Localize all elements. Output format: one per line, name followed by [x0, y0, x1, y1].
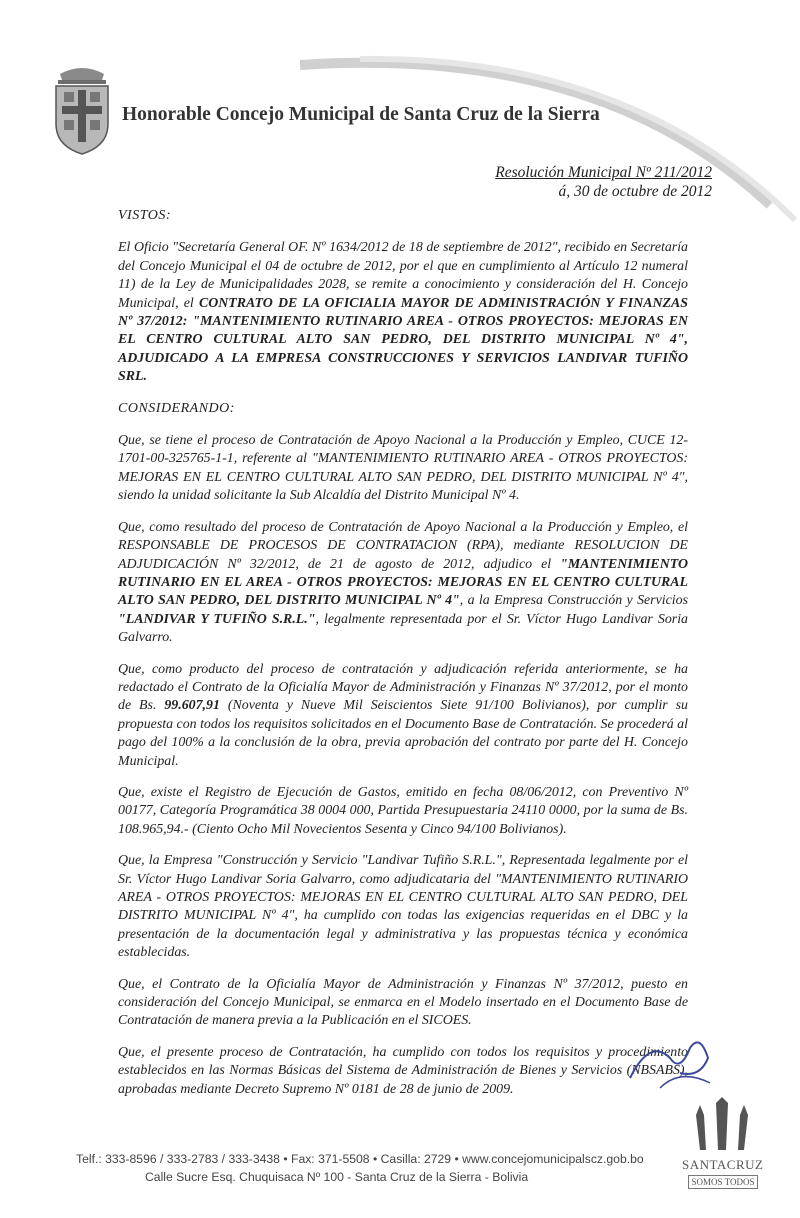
p3-text-c: (Noventa y Nueve Mil Seiscientos Siete 91/100 Bolivianos), por cumplir su propuesta con todos los requisitos solicitados en el Documento Base de Contratación. Se procederá al pago del 100% a la conclusión de la obra, previa aprobación del contrato por parte del H. Concejo Municipal. [118, 698, 689, 769]
resolution-block [495, 163, 712, 201]
p2-text-e: , legalmente representada por el Sr. Víctor Hugo Landivar Soria Galvarro. [118, 611, 689, 646]
vistos-contract-title: CONTRATO DE LA OFICIALIA MAYOR DE ADMINISTRACIÓN Y FINANZAS Nº 37/2012: "MANTENIMIENTO RUTINARIO AREA - OTROS PROYECTOS: MEJORAS EN EL CENTRO CULTURAL ALTO SAN PEDRO, DEL DISTRITO MUNICIPAL Nº 4", ADJUDICADO A LA EMPRESA CONSTRUCCIONES Y SERVICIOS LANDIVAR TUFIÑO SRL. [118, 295, 688, 385]
p3-text-a: Que, como producto del proceso de contratación y adjudicación referida anteriormente, se ha redactado el Contrato de la Oficialía Mayor de Administración y Finanzas Nº 37/2012, por el monto de Bs. [118, 661, 688, 714]
logo-name: SANTACRUZ [682, 1157, 764, 1172]
considerando-paragraph-5: Que, la Empresa "Construcción y Servicio "Landivar Tufiño S.R.L.", Representada legalmente por el Sr. Víctor Hugo Landivar Soria Galvarro, como adjudicataria del "MANTENIMIENTO RUTINARIO AREA - OTROS PROYECTOS: MEJORAS EN EL CENTRO CULTURAL ALTO SAN PEDRO, DEL DISTRITO MUNICIPAL Nº 4", ha cumplido con todas las exigencias requeridas en el DBC y la presentación de la documentación legal y administrativa y las propuestas técnica y económica establecidas. [118, 853, 688, 961]
logo-tagline: SOMOS TODOS [688, 1175, 758, 1189]
footer-address-line: Calle Sucre Esq. Chuquisaca Nº 100 - Santa Cruz de la Sierra - Bolivia [145, 1170, 529, 1184]
considerando-paragraph-2 [118, 519, 688, 648]
handwritten-signature-icon [620, 1028, 720, 1098]
considerando-paragraph-1: Que, se tiene el proceso de Contratación de Apoyo Nacional a la Producción y Empleo, CUCE 12-1701-00-325765-1-1, referente al "MANTENIMIENTO RUTINARIO AREA - OTROS PROYECTOS: MEJORAS EN EL CENTRO CULTURAL ALTO SAN PEDRO, DEL DISTRITO MUNICIPAL Nº 4", siendo la unidad solicitante la Sub Alcaldía del Distrito Municipal Nº 4. [118, 433, 688, 504]
vistos-text: El Oficio "Secretaría General OF. Nº 1634/2012 de 18 de septiembre de 2012", recibido en Secretaría del Concejo Municipal el 04 de octubre de 2012, por el que en cumplimiento al Artículo 12 numeral 11) de la Ley de Municipalidades 2028, se remite a conocimiento y consideración del H. Concejo Municipal, el [118, 240, 688, 311]
p2-company-name: "LANDIVAR Y TUFIÑO S.R.L." [118, 611, 316, 627]
footer-contact-line: Telf.: 333-8596 / 333-2783 / 333-3438 • Fax: 371-5508 • Casilla: 2729 • www.concejomunicipalscz.gob.bo [76, 1152, 644, 1166]
santa-cruz-logo [682, 1095, 762, 1195]
document-body [118, 207, 688, 1112]
coat-of-arms-icon [46, 62, 118, 158]
considerando-heading: CONSIDERANDO: [118, 400, 235, 416]
p2-text-a: Que, como resultado del proceso de Contratación de Apoyo Nacional a la Producción y Empleo, el RESPONSABLE DE PROCESOS DE CONTRATACION (RPA), mediante RESOLUCION DE ADJUDICACIÓN Nº 32/2012, de 21 de agosto de 2012, adjudico el [118, 519, 688, 572]
p2-text-c: , a la Empresa Construcción y Servicios [459, 593, 688, 609]
organization-name: Honorable Concejo Municipal de Santa Cruz de la Sierra [122, 104, 600, 125]
raised-hands-icon [682, 1095, 762, 1155]
vistos-heading: VISTOS: [118, 208, 172, 223]
p2-project-title: "MANTENIMIENTO RUTINARIO EN EL AREA - OTROS PROYECTOS: MEJORAS EN EL CENTRO CULTURAL ALTO SAN PEDRO, DEL DISTRITO MUNICIPAL Nº 4" [118, 556, 688, 609]
considerando-paragraph-4: Que, existe el Registro de Ejecución de Gastos, emitido en fecha 08/06/2012, con Preventivo Nº 00177, Categoría Programática 38 0004 000, Partida Presupuestaria 24110 0000, por la suma de Bs. 108.965,94.- (Ciento Ocho Mil Novecientos Sesenta y Cinco 94/100 Bolivianos). [118, 784, 688, 837]
p3-amount: 99.607,91 [164, 698, 220, 714]
considerando-paragraph-3 [118, 661, 688, 771]
resolution-number: Resolución Municipal Nº 211/2012 [495, 164, 712, 181]
considerando-paragraph-7: Que, el presente proceso de Contratación, ha cumplido con todos los requisitos y procedimiento establecidos en las Normas Básicas del Sistema de Administración de Bienes y Servicios (NBSABS), aprobadas mediante Decreto Supremo Nº 0181 de 28 de junio de 2009. [118, 1044, 688, 1097]
considerando-paragraph-6: Que, el Contrato de la Oficialía Mayor de Administración y Finanzas Nº 37/2012, puesto en consideración del Concejo Municipal, se enmarca en el Modelo insertado en el Documento Base de Contratación de manera previa a la Publicación en el SICOES. [118, 976, 688, 1029]
resolution-date: á, 30 de octubre de 2012 [558, 183, 712, 200]
vistos-paragraph [118, 239, 688, 386]
